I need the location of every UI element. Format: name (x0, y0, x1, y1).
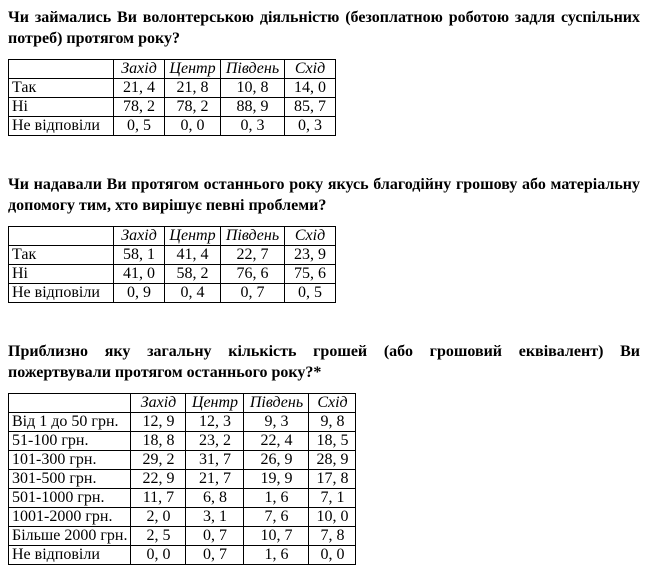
corner-cell (9, 394, 131, 413)
value-cell: 6, 8 (186, 489, 244, 508)
table-row (9, 413, 356, 432)
value-cell: 85, 7 (285, 98, 336, 117)
region-header: Центр (165, 227, 221, 246)
value-cell: 17, 8 (309, 470, 356, 489)
value-cell: 0, 7 (186, 546, 244, 565)
table-body (9, 413, 356, 565)
row-label: Так (9, 79, 114, 98)
row-label: 301-500 грн. (9, 470, 131, 489)
value-cell: 18, 5 (309, 432, 356, 451)
value-cell: 18, 8 (131, 432, 186, 451)
question-text: Чи займались Ви волонтерською діяльністю (безоплатною роботою задля суспільних потреб) протягом року? (8, 9, 640, 47)
value-cell: 0, 3 (221, 117, 285, 136)
question-section-donations (8, 174, 640, 303)
value-cell: 0, 0 (309, 546, 356, 565)
value-cell: 78, 2 (114, 98, 165, 117)
value-cell: 0, 3 (285, 117, 336, 136)
value-cell: 9, 3 (244, 413, 309, 432)
region-header: Південь (221, 227, 285, 246)
survey-table-donation-amount (8, 393, 356, 565)
value-cell: 0, 7 (221, 284, 285, 303)
row-label: 101-300 грн. (9, 451, 131, 470)
question-text: Чи надавали Ви протягом останнього року якусь благодійну грошову або матеріальну допомогу тим, хто вирішує певні проблеми? (8, 176, 640, 214)
table-row (9, 546, 356, 565)
value-cell: 76, 6 (221, 265, 285, 284)
table-row (9, 117, 336, 136)
value-cell: 0, 5 (114, 117, 165, 136)
value-cell: 10, 0 (309, 508, 356, 527)
value-cell: 22, 4 (244, 432, 309, 451)
table-header (9, 394, 356, 413)
table-header-row (9, 60, 336, 79)
table-header-row (9, 227, 336, 246)
row-label: 501-1000 грн. (9, 489, 131, 508)
value-cell: 58, 2 (165, 265, 221, 284)
value-cell: 10, 7 (244, 527, 309, 546)
value-cell: 0, 5 (285, 284, 336, 303)
value-cell: 21, 7 (186, 470, 244, 489)
value-cell: 19, 9 (244, 470, 309, 489)
value-cell: 26, 9 (244, 451, 309, 470)
value-cell: 75, 6 (285, 265, 336, 284)
value-cell: 21, 4 (114, 79, 165, 98)
question-text: Приблизно яку загальну кількість грошей (або грошовий еквівалент) Ви пожертвували протягом останнього року?* (8, 343, 640, 381)
row-label: Не відповіли (9, 117, 114, 136)
row-label: Так (9, 246, 114, 265)
row-label: Більше 2000 грн. (9, 527, 131, 546)
value-cell: 41, 4 (165, 246, 221, 265)
table-row (9, 489, 356, 508)
region-header: Схід (285, 227, 336, 246)
value-cell: 3, 1 (186, 508, 244, 527)
table-row (9, 508, 356, 527)
value-cell: 31, 7 (186, 451, 244, 470)
region-header: Схід (309, 394, 356, 413)
table-row (9, 527, 356, 546)
value-cell: 0, 7 (186, 527, 244, 546)
value-cell: 22, 9 (131, 470, 186, 489)
row-label: 51-100 грн. (9, 432, 131, 451)
value-cell: 28, 9 (309, 451, 356, 470)
value-cell: 11, 7 (131, 489, 186, 508)
row-label: Ні (9, 265, 114, 284)
value-cell: 14, 0 (285, 79, 336, 98)
table-header (9, 60, 336, 79)
region-header: Схід (285, 60, 336, 79)
value-cell: 1, 6 (244, 546, 309, 565)
region-header: Центр (165, 60, 221, 79)
table-header (9, 227, 336, 246)
table-body (9, 79, 336, 136)
value-cell: 22, 7 (221, 246, 285, 265)
question-section-donation-amount (8, 341, 640, 565)
table-row (9, 451, 356, 470)
row-label: 1001-2000 грн. (9, 508, 131, 527)
value-cell: 1, 6 (244, 489, 309, 508)
value-cell: 10, 8 (221, 79, 285, 98)
value-cell: 7, 8 (309, 527, 356, 546)
value-cell: 21, 8 (165, 79, 221, 98)
value-cell: 0, 9 (114, 284, 165, 303)
corner-cell (9, 227, 114, 246)
value-cell: 9, 8 (309, 413, 356, 432)
table-row (9, 470, 356, 489)
region-header: Захід (114, 227, 165, 246)
value-cell: 41, 0 (114, 265, 165, 284)
question-section-volunteering (8, 7, 640, 136)
value-cell: 12, 3 (186, 413, 244, 432)
row-label: Не відповіли (9, 284, 114, 303)
table-row (9, 98, 336, 117)
value-cell: 78, 2 (165, 98, 221, 117)
value-cell: 23, 2 (186, 432, 244, 451)
value-cell: 0, 4 (165, 284, 221, 303)
value-cell: 0, 0 (165, 117, 221, 136)
corner-cell (9, 60, 114, 79)
row-label: Ні (9, 98, 114, 117)
region-header: Південь (244, 394, 309, 413)
table-header-row (9, 394, 356, 413)
value-cell: 7, 6 (244, 508, 309, 527)
survey-table-donations (8, 226, 336, 303)
value-cell: 12, 9 (131, 413, 186, 432)
value-cell: 58, 1 (114, 246, 165, 265)
table-row (9, 79, 336, 98)
table-row (9, 432, 356, 451)
table-row (9, 246, 336, 265)
value-cell: 88, 9 (221, 98, 285, 117)
value-cell: 7, 1 (309, 489, 356, 508)
region-header: Захід (114, 60, 165, 79)
value-cell: 2, 0 (131, 508, 186, 527)
row-label: Від 1 до 50 грн. (9, 413, 131, 432)
table-row (9, 265, 336, 284)
value-cell: 23, 9 (285, 246, 336, 265)
value-cell: 29, 2 (131, 451, 186, 470)
region-header: Південь (221, 60, 285, 79)
row-label: Не відповіли (9, 546, 131, 565)
value-cell: 0, 0 (131, 546, 186, 565)
table-row (9, 284, 336, 303)
value-cell: 2, 5 (131, 527, 186, 546)
region-header: Захід (131, 394, 186, 413)
table-body (9, 246, 336, 303)
survey-table-volunteering (8, 59, 336, 136)
region-header: Центр (186, 394, 244, 413)
